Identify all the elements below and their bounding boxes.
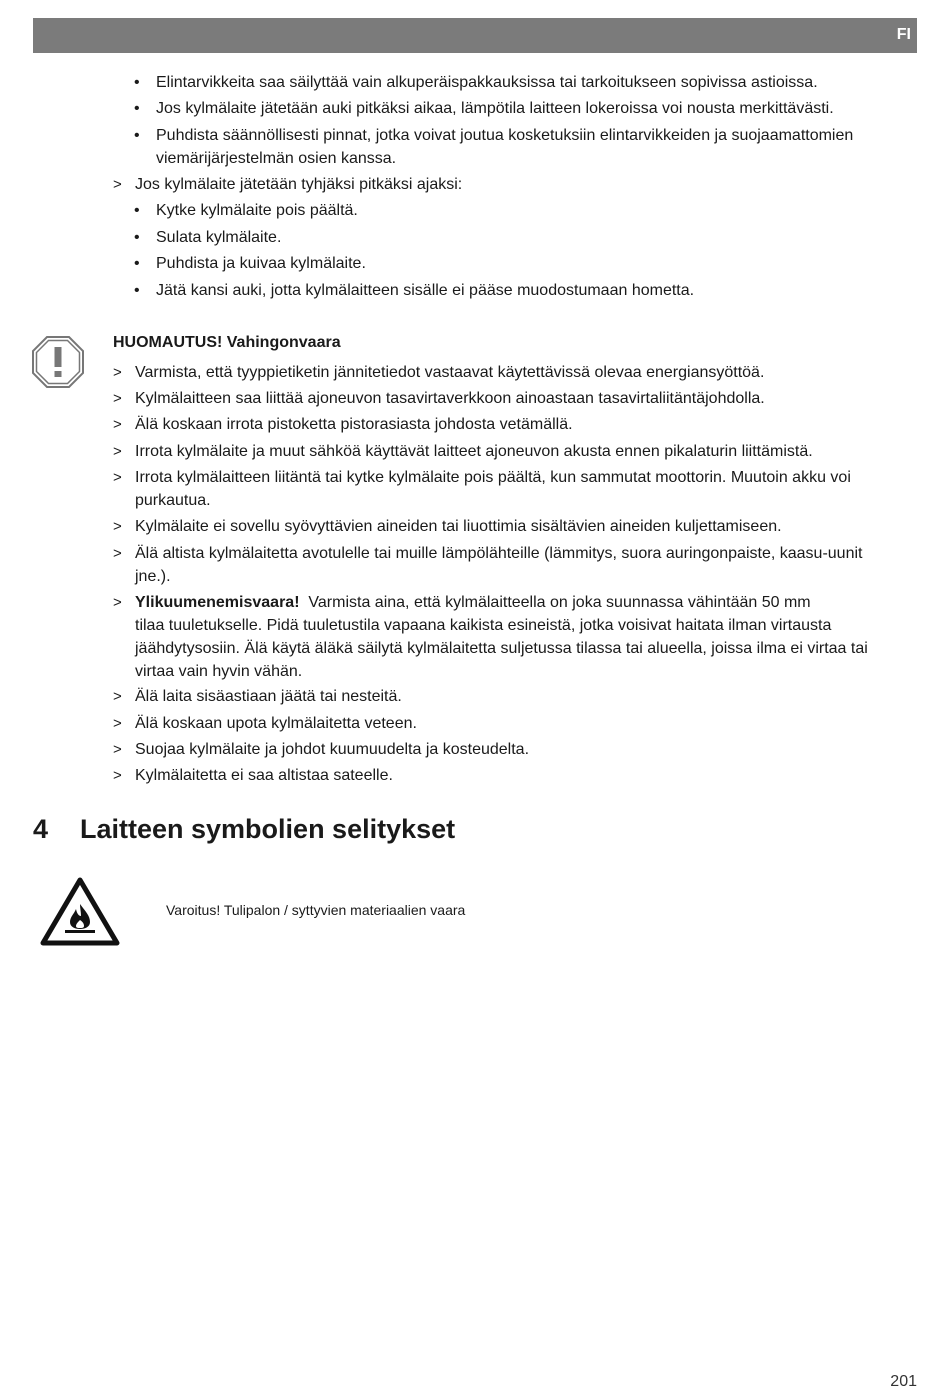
list-item: Elintarvikkeita saa säilyttää vain alkuperäispakkauksissa tai tarkoitukseen sopivissa astioissa. xyxy=(156,74,818,91)
notice-item-continued: jne.). xyxy=(135,568,171,585)
warning-octagon-icon xyxy=(31,335,85,389)
notice-item: Irrota kylmälaite ja muut sähköä käyttävät laitteet ajoneuvon akusta ennen pikalaturin liittämistä. xyxy=(135,443,813,460)
bullet: • xyxy=(134,255,140,272)
notice-item: Älä koskaan upota kylmälaitetta veteen. xyxy=(135,715,417,732)
step-arrow: > xyxy=(113,364,122,381)
flammable-warning-icon xyxy=(40,876,120,946)
bullet: • xyxy=(134,74,140,91)
step-arrow: > xyxy=(113,443,122,460)
list-item: Kytke kylmälaite pois päältä. xyxy=(156,202,358,219)
section-number: 4 xyxy=(33,814,49,844)
step-arrow: > xyxy=(113,741,122,758)
list-item: Jos kylmälaite jätetään auki pitkäksi aikaa, lämpötila laitteen lokeroissa voi nousta merkittävästi. xyxy=(156,100,834,117)
step-arrow: > xyxy=(113,545,122,562)
header-bar xyxy=(33,18,917,53)
notice-item-continued: virtaa vain hyvin vähän. xyxy=(135,663,303,680)
bullet: • xyxy=(134,127,140,144)
language-label: FI xyxy=(896,26,911,43)
step-arrow: > xyxy=(113,594,122,611)
list-item: Jätä kansi auki, jotta kylmälaitteen sisälle ei pääse muodostumaan hometta. xyxy=(156,282,695,299)
notice-item-overheat xyxy=(135,591,910,614)
notice-item: Älä laita sisäastiaan jäätä tai nesteitä. xyxy=(135,688,402,705)
notice-item-continued: jäähdytysosiin. Älä käytä äläkä säilytä kylmälaitetta suljetussa tilassa tai alueella, joissa ilma ei virtaa tai xyxy=(135,640,868,657)
overheat-text: Varmista aina, että kylmälaitteella on joka suunnassa vähintään 50 mm xyxy=(308,594,811,611)
bullet: • xyxy=(134,282,140,299)
bullet: • xyxy=(134,202,140,219)
notice-item: Irrota kylmälaitteen liitäntä tai kytke kylmälaite pois päältä, kun sammutat moottorin. Muutoin akku voi xyxy=(135,469,851,486)
list-item: Puhdista säännöllisesti pinnat, jotka voivat joutua kosketuksiin elintarvikkeiden ja suojaamattomien xyxy=(156,127,854,144)
bullet: • xyxy=(134,100,140,117)
notice-item: Kylmälaitteen saa liittää ajoneuvon tasavirtaverkkoon ainoastaan tasavirtaliitäntäjohdolla. xyxy=(135,390,765,407)
notice-title: HUOMAUTUS! Vahingonvaara xyxy=(113,334,341,351)
notice-item-continued: purkautua. xyxy=(135,492,211,509)
step-arrow: > xyxy=(113,416,122,433)
notice-item: Älä altista kylmälaitetta avotulelle tai muille lämpölähteille (lämmitys, suora auringonpaiste, kaasu-uunit xyxy=(135,545,863,562)
notice-item-continued: tilaa tuuletukselle. Pidä tuuletustila vapaana kaikista esineistä, jotka voisivat haitata ilman virtausta xyxy=(135,617,832,634)
step-arrow: > xyxy=(113,469,122,486)
notice-item: Kylmälaitetta ei saa altistaa sateelle. xyxy=(135,767,393,784)
bullet: • xyxy=(134,229,140,246)
notice-item: Älä koskaan irrota pistoketta pistorasiasta johdosta vetämällä. xyxy=(135,416,573,433)
symbol-description: Varoitus! Tulipalon / syttyvien materiaalien vaara xyxy=(166,902,466,918)
step-arrow: > xyxy=(113,518,122,535)
step-arrow: > xyxy=(113,390,122,407)
notice-item: Varmista, että tyyppietiketin jännitetiedot vastaavat käytettävissä olevaa energiansyöttöä. xyxy=(135,364,765,381)
step-arrow: > xyxy=(113,688,122,705)
list-item-continued: viemärijärjestelmän osien kanssa. xyxy=(156,150,397,167)
step-text: Jos kylmälaite jätetään tyhjäksi pitkäksi ajaksi: xyxy=(135,176,463,193)
page-number: 201 xyxy=(890,1373,917,1390)
step-arrow: > xyxy=(113,176,122,193)
overheat-warning-label: Ylikuumenemisvaara! xyxy=(135,594,300,611)
list-item: Sulata kylmälaite. xyxy=(156,229,282,246)
notice-item: Suojaa kylmälaite ja johdot kuumuudelta ja kosteudelta. xyxy=(135,741,530,758)
step-arrow: > xyxy=(113,767,122,784)
section-title: Laitteen symbolien selitykset xyxy=(80,814,456,844)
step-arrow: > xyxy=(113,715,122,732)
notice-item: Kylmälaite ei sovellu syövyttävien aineiden tai liuottimia sisältävien aineiden kuljettamiseen. xyxy=(135,518,782,535)
list-item: Puhdista ja kuivaa kylmälaite. xyxy=(156,255,366,272)
